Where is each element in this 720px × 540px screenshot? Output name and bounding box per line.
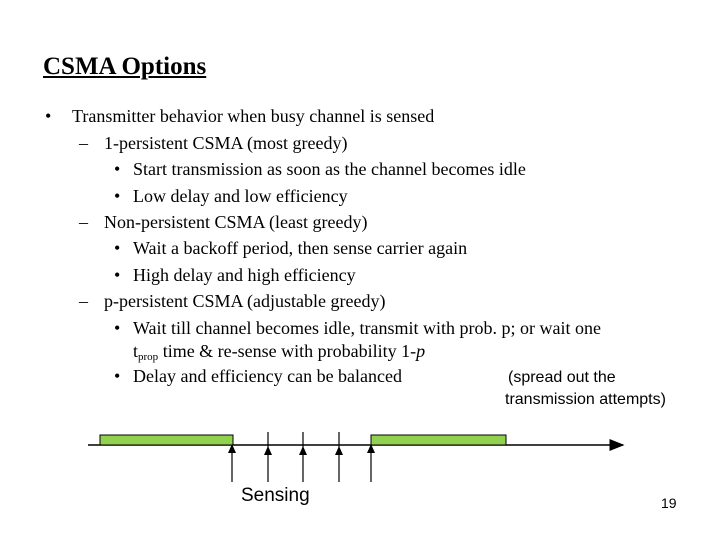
- up-arrow-icon: [264, 446, 272, 455]
- page-number: 19: [661, 495, 677, 511]
- dash-symbol: –: [79, 212, 88, 232]
- up-arrow-icon: [335, 446, 343, 455]
- slide-title: CSMA Options: [43, 53, 207, 80]
- tprop-subscript: prop: [138, 351, 159, 363]
- sub-sub-bullet-text: Start transmission as soon as the channel becomes idle: [133, 159, 526, 179]
- bullet-symbol: •: [114, 366, 121, 386]
- side-note-line-1: (spread out the: [508, 369, 616, 386]
- tprop-symbol: t: [133, 341, 139, 361]
- bullet-text: Transmitter behavior when busy channel is sensed: [72, 106, 435, 126]
- sub-bullet-text: Non-persistent CSMA (least greedy): [104, 212, 368, 232]
- probability-p: p: [416, 341, 426, 361]
- side-note-line-2: transmission attempts): [505, 391, 666, 408]
- dash-symbol: –: [79, 133, 88, 153]
- dash-symbol: –: [79, 291, 88, 311]
- bullet-symbol: •: [114, 265, 121, 285]
- sub-sub-bullet-text: Low delay and low efficiency: [133, 186, 348, 206]
- bullet-symbol: •: [114, 159, 121, 179]
- sub-sub-bullet-text: High delay and high efficiency: [133, 265, 356, 285]
- sensing-label: Sensing: [241, 485, 310, 506]
- bullet-symbol: •: [114, 186, 121, 206]
- sub-sub-bullet-text: Wait till channel becomes idle, transmit with prob. p; or wait one: [133, 318, 601, 338]
- sub-bullet-text: p-persistent CSMA (adjustable greedy): [104, 291, 386, 311]
- up-arrow-icon: [299, 446, 307, 455]
- continuation-text: time & re-sense with probability 1-: [158, 341, 417, 361]
- bullet-symbol: •: [45, 106, 52, 126]
- bullet-symbol: •: [114, 238, 121, 258]
- transmission-bar: [371, 435, 506, 445]
- sub-sub-bullet-text: Delay and efficiency can be balanced: [133, 366, 403, 386]
- bullet-symbol: •: [114, 318, 121, 338]
- transmission-bar: [100, 435, 233, 445]
- sub-sub-bullet-text: Wait a backoff period, then sense carrier again: [133, 238, 468, 258]
- sub-bullet-text: 1-persistent CSMA (most greedy): [104, 133, 348, 153]
